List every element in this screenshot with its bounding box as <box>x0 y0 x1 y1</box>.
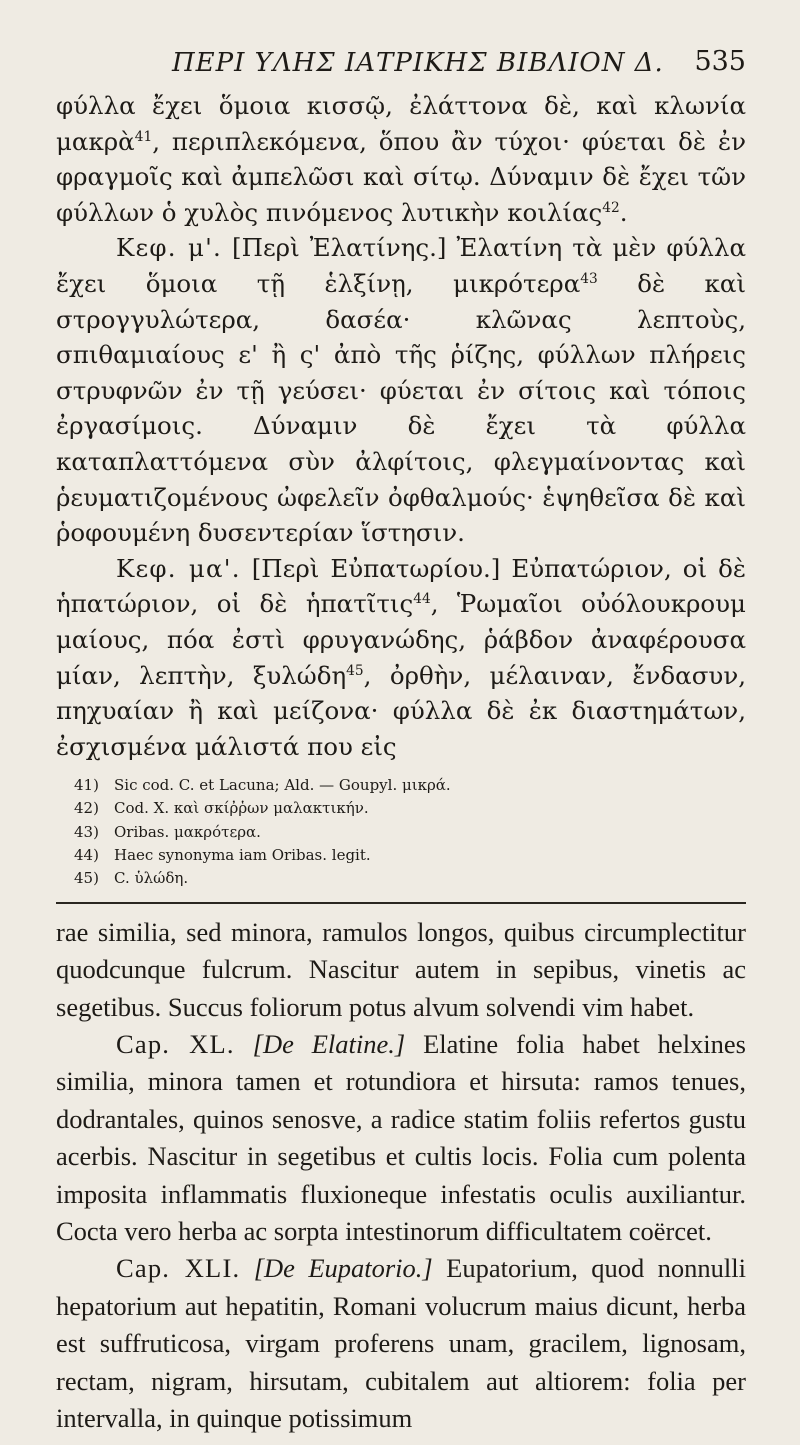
footnote <box>74 821 746 844</box>
greek-chapter-41-text-end: , ὀρθὴν, μέλαιναν, ἔνδασυν, πηχυαίαν ἢ καὶ μείζονα· φύλλα δὲ ἐκ διαστημάτων, ἐσχισμένα μάλιστά που εἰς <box>56 660 747 761</box>
footnote <box>74 797 746 820</box>
footnote-ref-43: 43 <box>580 270 598 287</box>
latin-chapter-41-label: Cap. XLI. <box>116 1253 241 1284</box>
greek-continuation-paragraph <box>56 88 746 230</box>
latin-continuation-paragraph <box>56 914 746 1026</box>
footnote-ref-44: 44 <box>413 591 431 608</box>
footnote-number: 42) <box>74 799 99 818</box>
running-title: ΠΕΡΙ ΥΛΗΣ ΙΑΤΡΙΚΗΣ ΒΙΒΛΙΟΝ Δ. <box>172 48 664 78</box>
footnote-text: C. ὑλώδη. <box>114 869 189 888</box>
footnote <box>74 867 746 890</box>
footnote <box>74 774 746 797</box>
greek-chapter-41-title: [Περὶ Εὐπατωρίου.] <box>251 553 501 583</box>
latin-chapter-40-text: Elatine folia habet helxines similia, minora tamen et rotundiora et hirsuta: ramos tenues, dodrantales, quinos senosve, a radice statim foliis refertos gustu acerbis. Nascitur in segetibus et cultis locis. Folia cum polenta imposita inflammatis fluxioneque infestatis oculis auxiliantur. Cocta vero herba ac sorpta intestinorum difficultatem coërcet. <box>56 1028 746 1246</box>
footnote-number: 43) <box>74 822 99 841</box>
section-divider <box>56 902 746 903</box>
footnote-number: 45) <box>74 869 99 888</box>
greek-chapter-41-text: Εὐπατώριον, οἱ δὲ ἡπατώριον, οἱ δὲ ἡπατῖτις <box>56 553 746 619</box>
greek-continuation-end: . <box>619 197 628 227</box>
footnote-text: Oribas. μακρότερα. <box>114 822 261 841</box>
footnote-text: Sic cod. C. et Lacuna; Ald. — Goupyl. μικρά. <box>114 776 451 795</box>
latin-chapter-40 <box>56 1026 746 1250</box>
footnote-ref-45: 45 <box>346 662 364 679</box>
latin-chapter-41 <box>56 1250 746 1437</box>
greek-chapter-41-text-continued: , Ῥωμαῖοι οὐόλουκρουμ μαίους, πόα ἐστὶ φρυγανώδης, ῥάβδον ἀναφέρουσα μίαν, λεπτὴν, ξυλώδη <box>56 589 746 690</box>
latin-text <box>56 914 746 1438</box>
footnote-text: Haec synonyma iam Oribas. legit. <box>114 845 371 864</box>
greek-chapter-40-text: Ἐλατίνη τὰ μὲν φύλλα ἔχει ὅμοια τῇ ἑλξίνῃ, μικρότερα <box>56 233 747 298</box>
footnote-number: 44) <box>74 845 99 864</box>
latin-chapter-40-title: [De Elatine.] <box>252 1028 406 1059</box>
greek-text <box>56 88 746 764</box>
page-header <box>54 38 746 88</box>
footnote <box>74 844 746 867</box>
greek-chapter-40-label: Κεφ. μ'. <box>116 233 223 263</box>
footnote-text: Cod. X. καὶ σκίῤῥων μαλακτικήν. <box>114 799 369 818</box>
greek-chapter-40-title: [Περὶ Ἐλατίνης.] <box>232 233 447 263</box>
footnote-ref-42: 42 <box>602 199 620 216</box>
footnote-number: 41) <box>74 776 99 795</box>
greek-chapter-41-label: Κεφ. μα'. <box>116 553 241 583</box>
greek-chapter-41 <box>56 551 746 765</box>
latin-chapter-41-text: Eupatorium, quod nonnulli hepatorium aut hepatitin, Romani volucrum maius dicunt, herba est suffruticosa, virgam proferens unam, gracilem, lignosam, rectam, nigram, hirsutam, cubitalem aut altiorem: folia per intervalla, in quinque potissimum <box>56 1253 747 1433</box>
latin-chapter-40-label: Cap. XL. <box>116 1028 235 1059</box>
page-number: 535 <box>694 46 746 77</box>
footnotes <box>74 774 746 890</box>
greek-continuation-text: φύλλα ἔχει ὅμοια κισσῷ, ἐλάττονα δὲ, καὶ κλωνία μακρὰ <box>56 91 746 156</box>
latin-chapter-41-title: [De Eupatorio.] <box>253 1253 433 1284</box>
latin-continuation-text: rae similia, sed minora, ramulos longos, quibus circumplectitur quodcunque fulcrum. Nascitur autem in sepibus, vinetis ac segetibus. Succus foliorum potus alvum solvendi vim habet. <box>56 916 746 1022</box>
footnote-ref-41: 41 <box>134 128 153 145</box>
greek-chapter-40 <box>56 230 746 550</box>
greek-continuation-rest: , περιπλεκόμενα, ὅπου ἂν τύχοι· φύεται δὲ ἐν φραγμοῖς καὶ ἀμπελῶσι καὶ σίτῳ. Δύναμιν δὲ ἔχει τῶν φύλλων ὁ χυλὸς πινόμενος λυτικὴν κοιλίας <box>56 126 746 227</box>
greek-chapter-40-text-continued: δὲ καὶ στρογγυλώτερα, δασέα· κλῶνας λεπτοὺς, σπιθαμιαίους ε' ἢ ς' ἀπὸ τῆς ῥίζης, φύλλων πλήρεις στρυφνῶν ἐν τῇ γεύσει· φύεται ἐν σίτοις καὶ τόποις ἐργασίμοις. Δύναμιν δὲ ἔχει τὰ φύλλα καταπλαττόμενα σὺν ἀλφίτοις, φλεγμαίνοντας καὶ ῥευματιζομένους ὠφελεῖν ὀφθαλμούς· ἑψηθεῖσα δὲ καὶ ῥοφουμένη δυσεντερίαν ἵστησιν. <box>56 268 747 548</box>
